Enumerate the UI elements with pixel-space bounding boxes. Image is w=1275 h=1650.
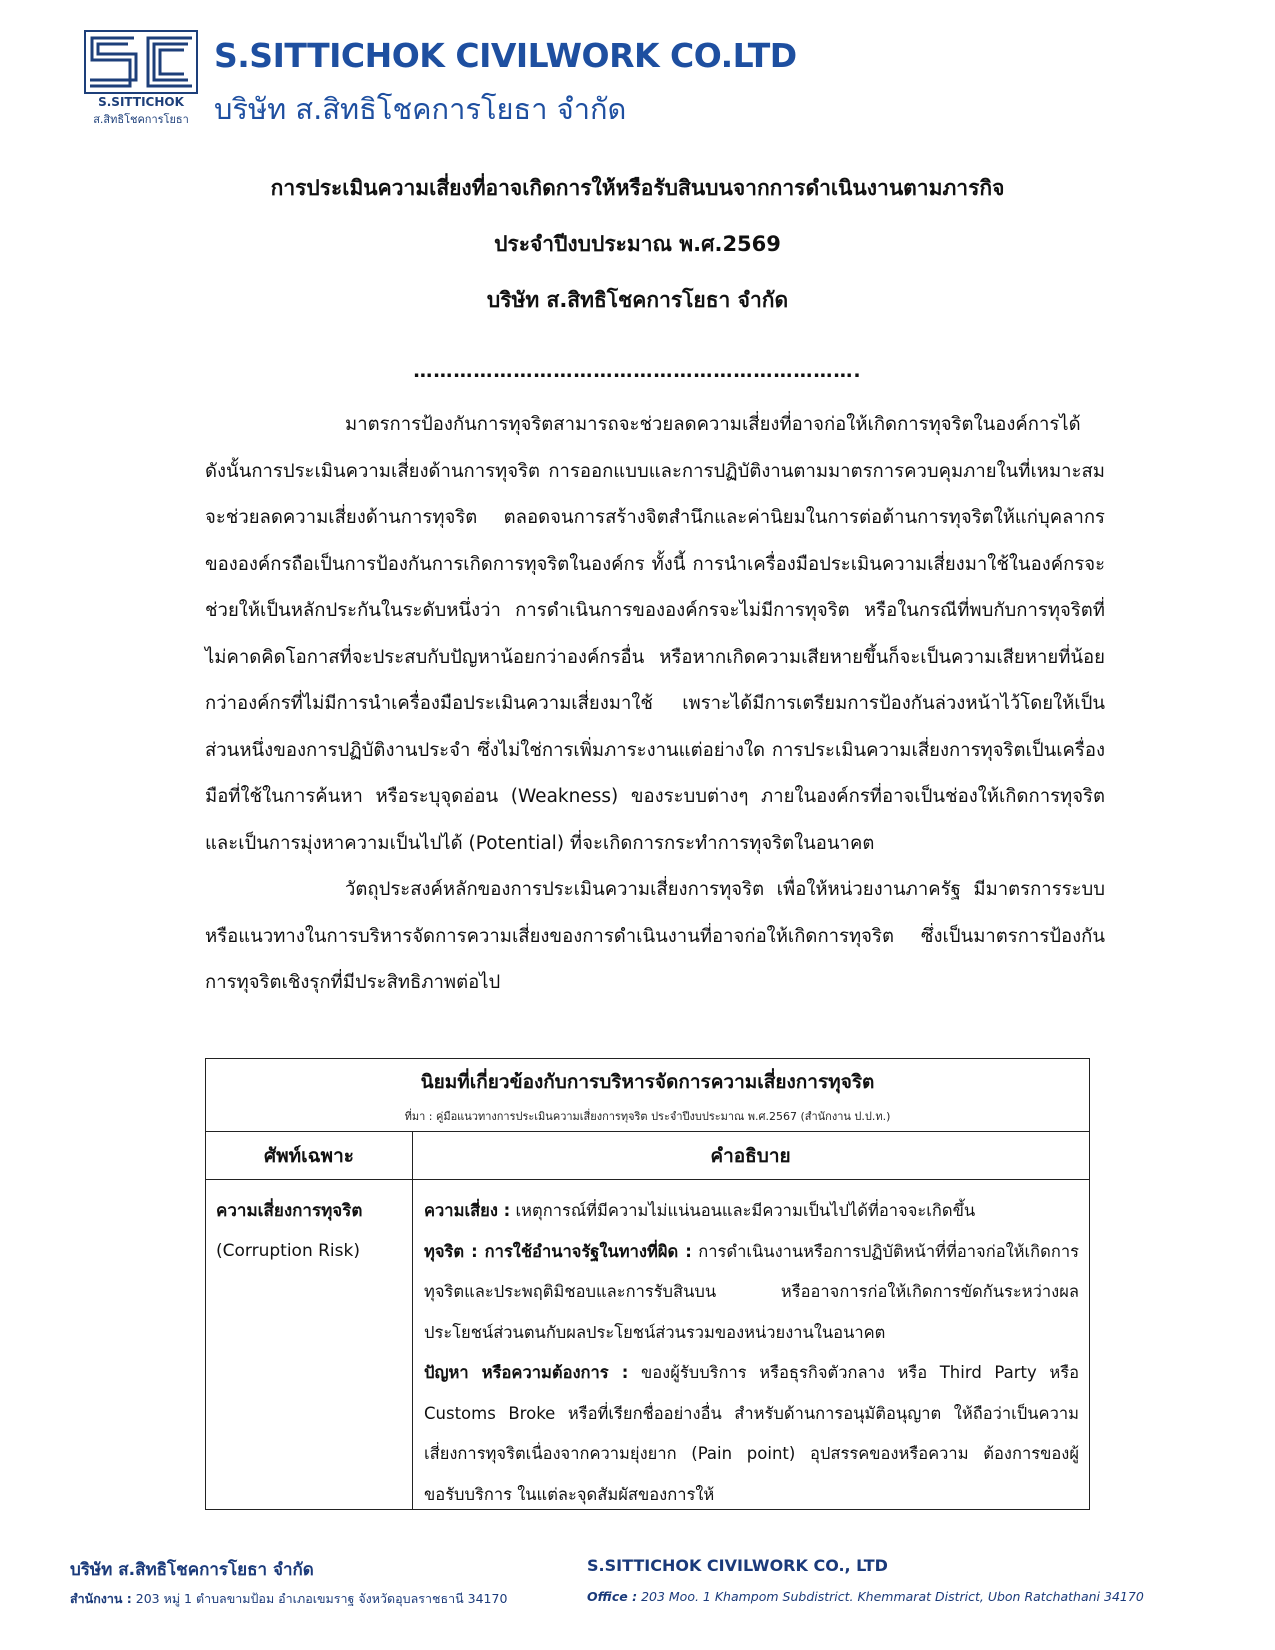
title-separator: ………………………………………………………….	[413, 360, 862, 382]
footer-address-th-text: 203 หมู่ 1 ตำบลขามป้อม อำเภอเขมราฐ จังหวัดอุบลราชธานี 34170	[131, 1591, 508, 1606]
document-subtitle-company: บริษัท ส.สิทธิโชคการโยธา จำกัด	[486, 288, 789, 312]
definition-risk-text: เหตุการณ์ที่มีความไม่แน่นอนและมีความเป็นไปได้ที่อาจจะเกิดขึ้น	[510, 1201, 976, 1220]
definition-corruption	[424, 1232, 1079, 1354]
definition-corruption-label: ทุจริต : การใช้อำนาจรัฐในทางที่ผิด :	[424, 1241, 692, 1261]
footer-address-th	[70, 1589, 507, 1609]
definition-corruption-text: การดำเนินงานหรือการปฏิบัติหน้าที่ที่อาจก่อให้เกิดการทุจริตและประพฤติมิชอบและการรับสินบน หรืออาจการก่อให้เกิดการขัดกันระหว่างผลประโยชน์ส่วนตนกับผลประโยชน์ส่วนรวมของหน่วยงานในอนาคต	[424, 1241, 1079, 1342]
definition-problem-text: ของผู้รับบริการ หรือธุรกิจตัวกลาง หรือ Third Party หรือ Customs Broke หรือที่เรียกชื่ออย่างอื่น สำหรับด้านการอนุมัติอนุญาต ให้ถือว่าเป็นความเสี่ยงการทุจริตเนื่องจากความยุ่งยาก (Pain point) อุปสรรคของหรือความ ต้องการของผู้ขอรับบริการ ในแต่ละจุดสัมผัสของการให้	[424, 1363, 1079, 1504]
logo-caption-th: ส.สิทธิโชคการโยธา	[93, 113, 189, 126]
company-logo	[84, 30, 198, 94]
paragraph-objective: วัตถุประสงค์หลักของการประเมินความเสี่ยงการทุจริต เพื่อให้หน่วยงานภาครัฐ มีมาตรการระบบหรือแนวทางในการบริหารจัดการความเสี่ยงของการดำเนินงานที่อาจก่อให้เกิดการทุจริต ซึ่งเป็นมาตรการป้องกันการทุจริตเชิงรุกที่มีประสิทธิภาพต่อไป	[205, 879, 1105, 993]
logo-caption-en: S.SITTICHOK	[98, 95, 184, 109]
footer-office-label-en: Office :	[587, 1589, 638, 1604]
definition-problem	[424, 1353, 1079, 1515]
company-name-th: บริษัท ส.สิทธิโชคการโยธา จำกัด	[214, 92, 627, 126]
column-header-description: คำอธิบาย	[710, 1145, 791, 1167]
table-header	[206, 1059, 1089, 1132]
column-divider	[412, 1131, 413, 1509]
table-title: นิยมที่เกี่ยวข้องกับการบริหารจัดการความเสี่ยงการทุจริต	[420, 1071, 875, 1093]
document-body	[205, 402, 1105, 1007]
column-header-term: ศัพท์เฉพาะ	[264, 1145, 354, 1167]
footer-company-name-en: S.SITTICHOK CIVILWORK CO., LTD	[587, 1556, 888, 1575]
term-thai: ความเสี่ยงการทุจริต	[216, 1201, 363, 1221]
footer-company-name-th: บริษัท ส.สิทธิโชคการโยธา จำกัด	[70, 1560, 314, 1580]
footer-address-en-text: 203 Moo. 1 Khampom Subdistrict. Khemmarat District, Ubon Ratchathani 34170	[637, 1589, 1144, 1604]
description-cell	[424, 1191, 1079, 1515]
document-title: การประเมินความเสี่ยงที่อาจเกิดการให้หรือรับสินบนจากการดำเนินงานตามภารกิจ	[270, 176, 1005, 200]
company-name-en: S.SITTICHOK CIVILWORK CO.LTD	[214, 36, 797, 75]
definition-risk-label: ความเสี่ยง :	[424, 1201, 511, 1220]
term-english: (Corruption Risk)	[216, 1241, 360, 1261]
footer-office-label-th: สำนักงาน :	[70, 1591, 132, 1606]
term-cell	[216, 1191, 406, 1271]
definition-problem-label: ปัญหา หรือความต้องการ :	[424, 1363, 629, 1382]
definition-risk	[424, 1191, 1079, 1232]
paragraph-intro: มาตรการป้องกันการทุจริตสามารถจะช่วยลดความเสี่ยงที่อาจก่อให้เกิดการทุจริตในองค์การได้ ดังนั้นการประเมินความเสี่ยงด้านการทุจริต การออกแบบและการปฏิบัติงานตามมาตรการควบคุมภายในที่เหมาะสมจะช่วยลดความเสี่ยงด้านการทุจริต ตลอดจนการสร้างจิตสำนึกและค่านิยมในการต่อต้านการทุจริตให้แก่บุคลากรขององค์กรถือเป็นการป้องกันการเกิดการทุจริตในองค์กร ทั้งนี้ การนำเครื่องมือประเมินความเสี่ยงมาใช้ในองค์กรจะช่วยให้เป็นหลักประกันในระดับหนึ่งว่า การดำเนินการขององค์กรจะไม่มีการทุจริต หรือในกรณีที่พบกับการทุจริตที่ไม่คาดคิดโอกาสที่จะประสบกับปัญหาน้อยกว่าองค์กรอื่น หรือหากเกิดความเสียหายขึ้นก็จะเป็นความเสียหายที่น้อยกว่าองค์กรที่ไม่มีการนำเครื่องมือประเมินความเสี่ยงมาใช้ เพราะได้มีการเตรียมการป้องกันล่วงหน้าไว้โดยให้เป็นส่วนหนึ่งของการปฏิบัติงานประจำ ซึ่งไม่ใช่การเพิ่มภาระงานแต่อย่างใด การประเมินความเสี่ยงการทุจริตเป็นเครื่องมือที่ใช้ในการค้นหา หรือระบุจุดอ่อน (Weakness) ของระบบต่างๆ ภายในองค์กรที่อาจเป็นช่องให้เกิดการทุจริต และเป็นการมุ่งหาความเป็นไปได้ (Potential) ที่จะเกิดการกระทำการทุจริตในอนาคต	[205, 414, 1105, 854]
document-subtitle-year: ประจำปีงบประมาณ พ.ศ.2569	[494, 232, 781, 256]
definition-table	[205, 1058, 1090, 1510]
table-column-header-row	[206, 1131, 1089, 1180]
table-source: ที่มา : คู่มือแนวทางการประเมินความเสี่ยงการทุจริต ประจำปีงบประมาณ พ.ศ.2567 (สำนักงาน ป.ป.ท.)	[404, 1110, 891, 1123]
footer-address-en	[587, 1589, 1144, 1604]
